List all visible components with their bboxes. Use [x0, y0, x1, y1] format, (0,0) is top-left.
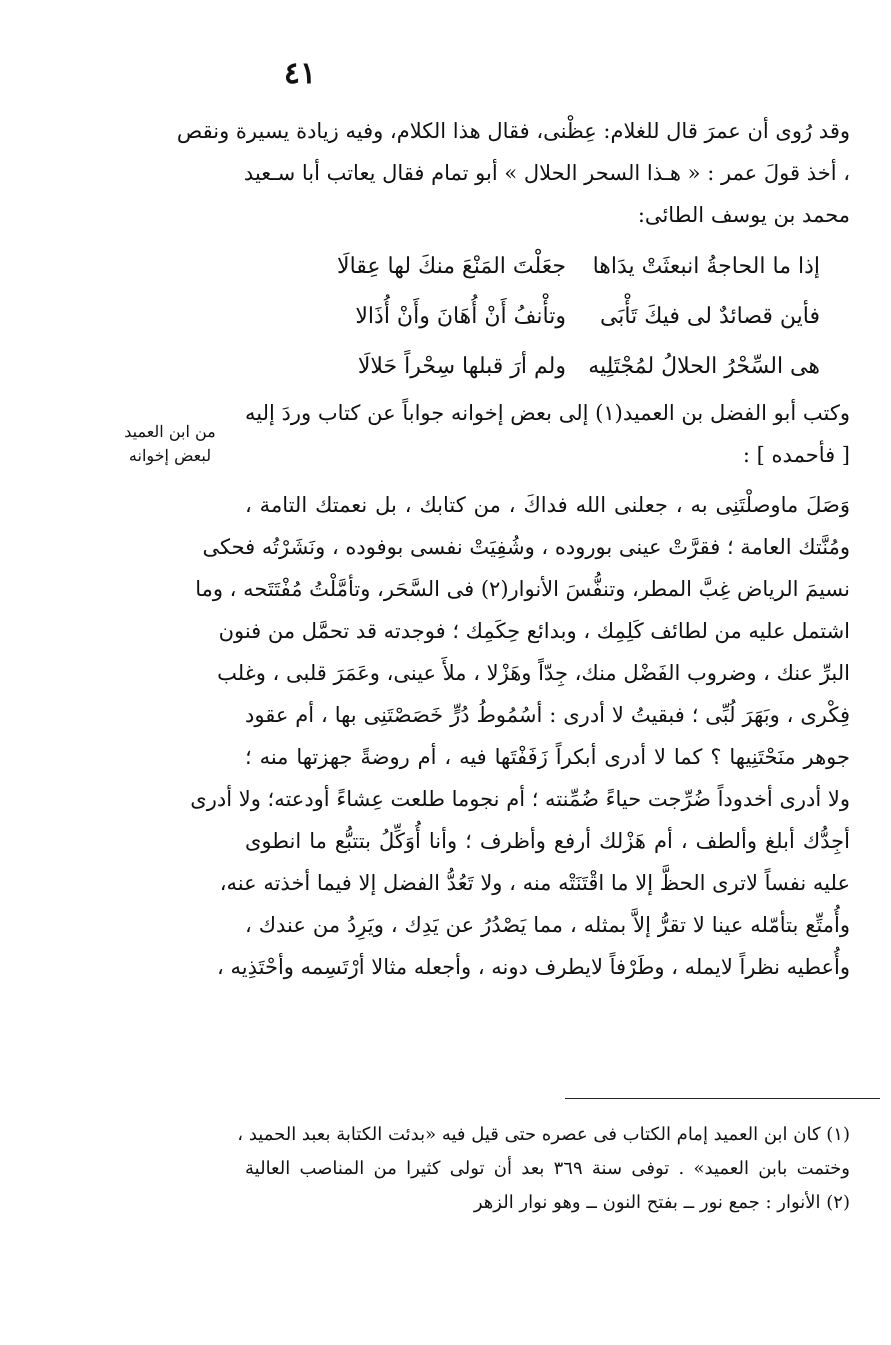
text-line: نسيمَ الرياض غِبَّ المطر، وتنفُّسَ الأنوار(٢) فى السَّحَر، وتأمَّلْتُ مُفْتَتَحه ، وما	[195, 577, 850, 601]
text-line: وأُعطيه نظراً لايمله ، وطَرْفاً لايطرف دونه ، وأجعله مثالا أرْتَسِمه وأحْتَذِيه ،	[217, 955, 850, 979]
page-number: ٤١	[283, 56, 317, 91]
text-line: اشتمل عليه من لطائف كَلِمِك ، وبدائع حِكَمِك ؛ فوجدته قد تحمَّل من فنون	[218, 619, 850, 643]
text-line: وكتب أبو الفضل بن العميد(١) إلى بعض إخوانه جواباً عن كتاب وردَ إليه	[245, 401, 850, 425]
verse-second-hemistich: وتأْنفُ أَنْ أُهَانَ وأَنْ أُذَالا	[355, 304, 566, 329]
text-line: أجِدُّك أبلغ وألطف ، أم هَزْلك أرفع وأظرف ؛ وأنا أُوَكِّلُ بتتبُّع ما انطوى	[245, 829, 850, 853]
text-line: فِكْرى ، وبَهَرَ لُبِّى ؛ فبقيتُ لا أدرى : أسُمُوطُ دُرٍّ خَصَصْتَنِى بها ، أم عقود	[245, 703, 850, 727]
text-line: عليه نفساً لاترى الحظَّ إلا ما اقْتَنَتْه منه ، ولا تَعُدُّ الفضل إلا فيما أخذته عنه،	[219, 871, 850, 895]
poem-verse	[245, 342, 850, 392]
side-note	[110, 420, 230, 468]
footnote-divider	[565, 1098, 880, 1099]
text-line: وقد رُوى أن عمرَ قال للغلام: عِظْنى، فقال هذا الكلام، وفيه زيادة يسيرة ونقص	[176, 119, 850, 143]
text-line: وأُمتِّع بتأمّله عينا لا تقرُّ إلاَّ بمثله ، مما يَصْدُرُ عن يَدِك ، ويَرِدُ من عندك ،	[245, 913, 850, 937]
text-line: ومُنَّتك العامة ؛ فقرَّتْ عينى بوروده ، وشُفِيَتْ نفسى بوفوده ، ونَشَرْتُه فحكى	[202, 535, 850, 559]
footnote-line: (٢) الأنوار : جمع نور ــ بفتح النون ــ وهو نوار الزهر	[473, 1192, 850, 1213]
footnote-line: وختمت بابن العميد» . توفى سنة ٣٦٩ بعد أن تولى كثيرا من المناصب العالية	[245, 1158, 850, 1179]
paragraph-letter-body	[190, 484, 850, 988]
text-line: ولا أدرى أخدوداً ضُرِّجت حياءً ضُمِّنته ؛ أم نجوما طلعت عِشاءً أودعته؛ ولا أدرى	[190, 787, 850, 811]
text-line: جوهر منَحْتَنِيها ؟ كما لا أدرى أبكراً زَفَفْتَها فيه ، أم روضةً جهزتها منه ؛	[245, 745, 850, 769]
side-note-line: من ابن العميد	[124, 422, 216, 441]
text-line: البرِّ عنك ، وضروب الفَضْل منك، جِدّاً وهَزْلا ، ملأَ عينى، وعَمَرَ قلبى ، وغلب	[217, 661, 850, 685]
verse-second-hemistich: ولم أرَ قبلها سِحْراً حَلالَا	[357, 354, 566, 379]
verse-first-hemistich: إذا ما الحاجةُ انبعثَتْ يدَاها	[592, 254, 820, 279]
paragraph-letter-intro	[245, 392, 850, 476]
verse-first-hemistich: فأين قصائدٌ لى فيكَ تَأْبَى	[599, 304, 820, 329]
main-text	[176, 110, 850, 988]
poem-verse	[245, 292, 850, 342]
footnotes	[237, 1118, 850, 1220]
verse-first-hemistich: هى السِّحْرُ الحلالُ لمُجْتَلِيه	[588, 354, 820, 379]
paragraph-intro	[176, 110, 850, 236]
text-line: ، أخذ قولَ عمر : « هـذا السحر الحلال » أبو تمام فقال يعاتب أبا سـعيد	[243, 161, 850, 185]
footnote-line: (١) كان ابن العميد إمام الكتاب فى عصره حتى قيل فيه «بدئت الكتابة بعبد الحميد ،	[237, 1124, 850, 1145]
verse-second-hemistich: جعَلْتَ المَنْعَ منكَ لها عِقالَا	[337, 254, 566, 279]
side-note-line: لبعض إخوانه	[128, 446, 212, 465]
poem-verse	[245, 242, 850, 292]
text-line: وَصَلَ ماوصلْتَنِى به ، جعلنى الله فداكَ ، من كتابك ، بل نعمتك التامة ،	[245, 493, 850, 517]
poem	[245, 242, 850, 392]
text-line: محمد بن يوسف الطائى:	[637, 203, 850, 227]
text-line: [ فأحمده ] :	[742, 443, 850, 467]
